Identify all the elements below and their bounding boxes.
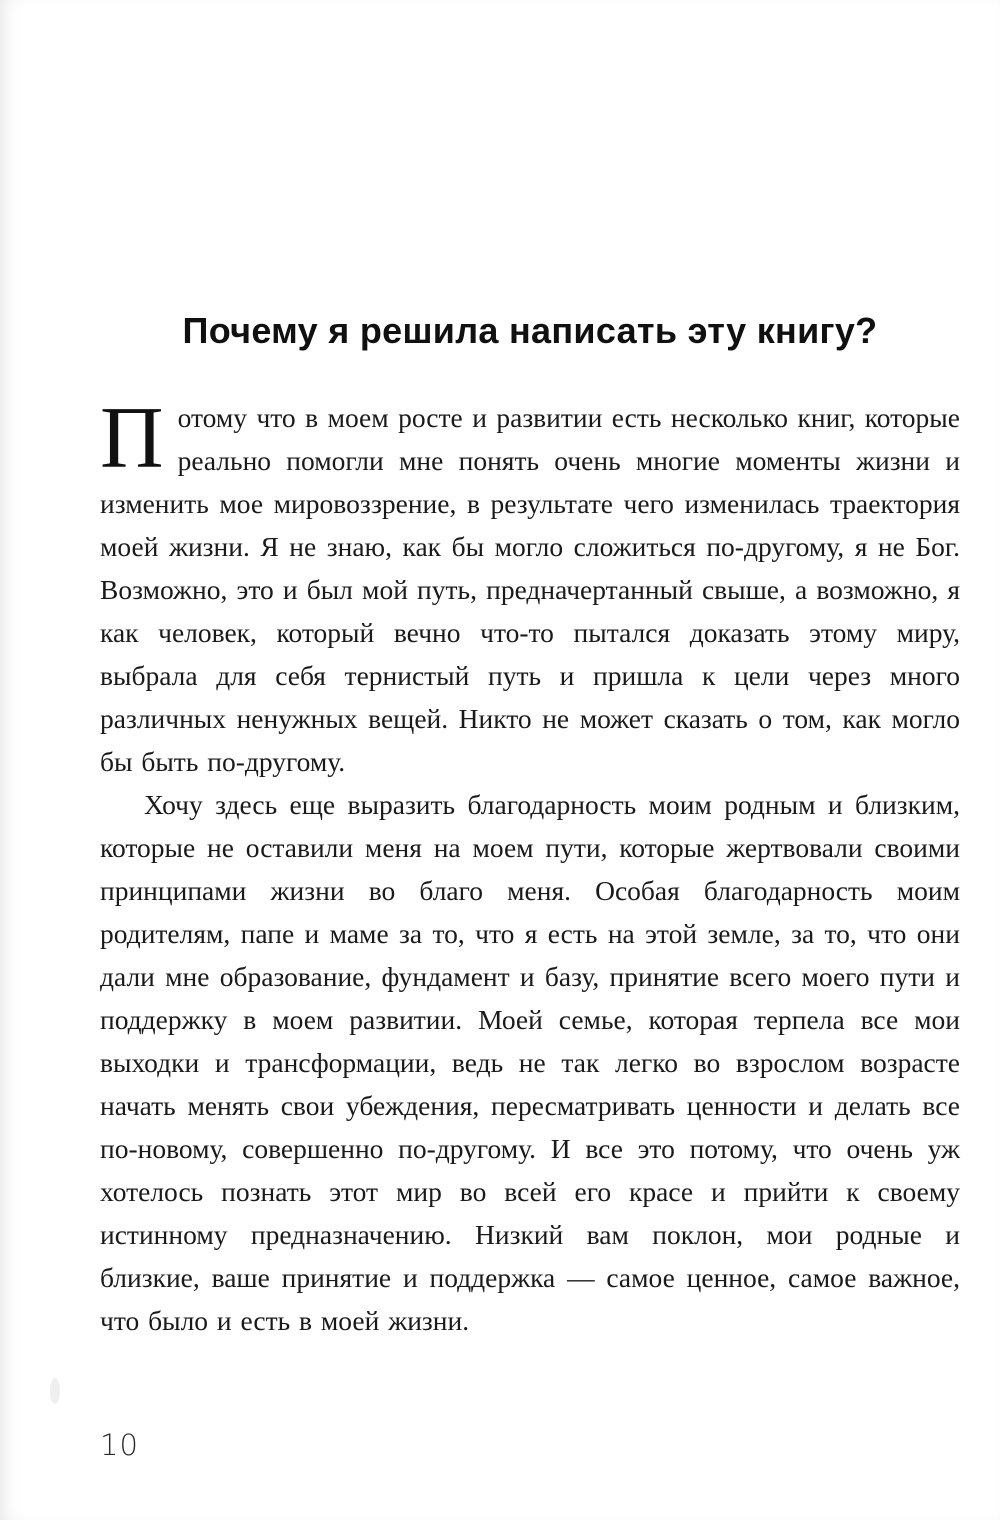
paragraph-1: [100, 390, 960, 783]
chapter-title: Почему я решила написать эту книгу?: [182, 310, 878, 351]
page-content: [100, 310, 960, 1342]
paragraph-2: [100, 783, 960, 1342]
dropcap-letter: П: [100, 390, 164, 487]
paragraph-1-text: отому что в моем росте и развитии есть несколько книг, которые реально помогли мне понять очень многие моменты жизни и изменить мое мировоззрение, в результате чего изменилась траектория моей жизни. Я не знаю, как бы могло сложиться по-другому, я не Бог. Возможно, это и был мой путь, предначертанный свыше, а возможно, я как человек, который вечно что-то пытался доказать этому миру, выбрала для себя тернистый путь и пришла к цели через много различных ненужных вещей. Никто не может сказать о том, как могло бы быть по-другому.: [100, 402, 960, 777]
page-number: 10: [100, 1428, 139, 1462]
paragraph-2-text: Хочу здесь еще выразить благодарность моим родным и близким, которые не оставили меня на моем пути, которые жертвовали своими принципами жизни во благо меня. Особая благодарность моим родителям, папе и маме за то, что я есть на этой земле, за то, что они дали мне образование, фундамент и базу, принятие всего моего пути и поддержку в моем развитии. Моей семье, которая терпела все мои выходки и трансформации, ведь не так легко во взрослом возрасте начать менять свои убеждения, пересматривать ценности и делать все по-новому, совершенно по-другому. И все это потому, что очень уж хотелось познать этот мир во всей его красе и прийти к своему истинному предназначению. Низкий вам поклон, мои родные и близкие, ваше принятие и поддержка — самое ценное, самое важное, что было и есть в моей жизни.: [100, 789, 960, 1336]
scan-artifact: [50, 1378, 60, 1404]
